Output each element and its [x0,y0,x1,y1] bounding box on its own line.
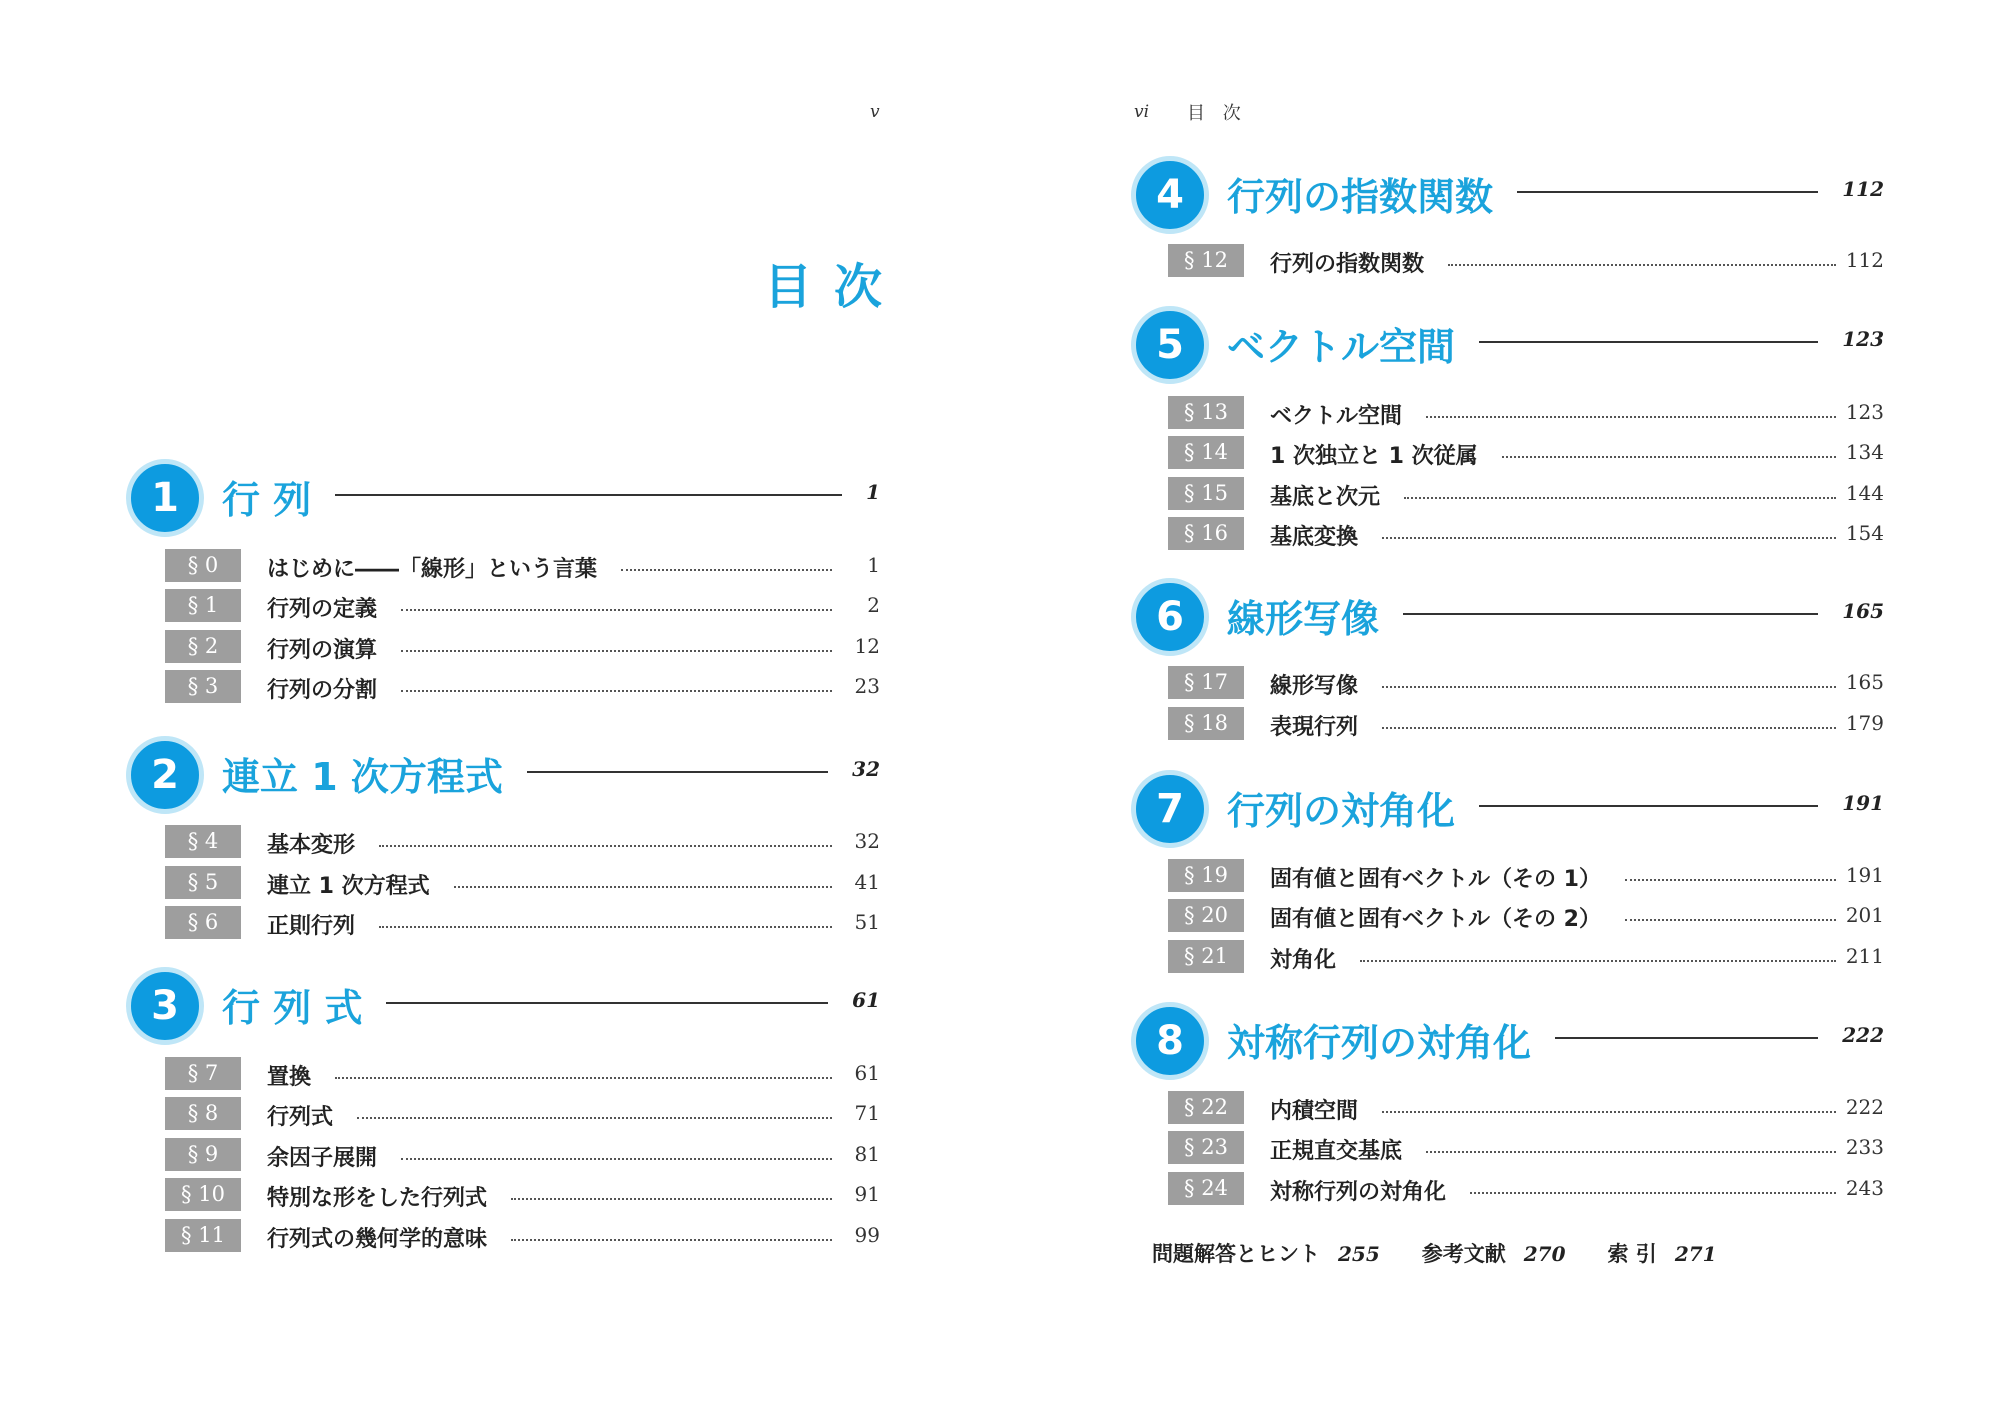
dot-leader [1426,416,1836,418]
chapter-page-number: 123 [1842,327,1884,351]
section-entry[interactable] [165,1138,880,1172]
chapter-title: 対称行列の対角化 [1227,1021,1532,1065]
section-number-badge: § 1 [165,589,241,622]
section-entry[interactable] [1168,436,1884,470]
chapter-heading[interactable] [1131,574,1884,652]
section-entry[interactable] [1168,1091,1884,1125]
back-matter [1152,1238,1759,1268]
dot-leader [401,690,832,692]
section-page-number: 233 [1845,1135,1884,1159]
section-number-badge: § 16 [1168,517,1244,550]
section-title: 正規直交基底 [1270,1139,1403,1164]
chapter-number-badge: 2 [126,736,204,814]
section-number-badge: § 15 [1168,477,1244,510]
section-entry[interactable] [1168,707,1884,741]
chapter-page-number: 191 [1842,791,1884,815]
section-entry[interactable] [165,670,880,704]
section-title: ベクトル空間 [1270,404,1403,429]
chapter-heading[interactable] [1131,998,1884,1076]
section-number-badge: § 9 [165,1138,241,1171]
section-number-badge: § 11 [165,1219,241,1252]
back-matter-title[interactable]: 問題解答とヒント [1152,1242,1320,1266]
section-entry[interactable] [1168,1172,1884,1206]
dot-leader [621,569,832,571]
section-title: 行列式の幾何学的意味 [267,1227,488,1252]
section-title: 行列の分割 [267,678,378,703]
section-page-number: 1 [867,553,880,577]
chapter-number-badge: 3 [126,967,204,1045]
section-title: 基底と次元 [1270,485,1381,510]
chapter-heading[interactable] [1131,302,1884,380]
back-matter-page-number: 255 [1338,1242,1380,1266]
section-number-badge: § 19 [1168,859,1244,892]
section-title: 内積空間 [1270,1099,1359,1124]
section-page-number: 222 [1845,1095,1884,1119]
dot-leader [1502,456,1836,458]
page-number: v [870,102,880,122]
chapter-number-badge: 8 [1131,1002,1209,1080]
chapter-page-number: 61 [852,988,880,1012]
section-entry[interactable] [165,1097,880,1131]
section-entry[interactable] [165,1057,880,1091]
toc-title: 目次 [763,259,904,315]
section-number-badge: § 13 [1168,396,1244,429]
section-page-number: 134 [1845,440,1884,464]
section-page-number: 99 [854,1223,880,1247]
section-page-number: 91 [854,1182,880,1206]
back-matter-page-number: 271 [1674,1242,1717,1266]
section-number-badge: § 24 [1168,1172,1244,1205]
chapter-title: 連立 1 次方程式 [222,755,503,799]
section-number-badge: § 17 [1168,666,1244,699]
chapter-heading[interactable] [126,455,880,533]
section-number-badge: § 7 [165,1057,241,1090]
dot-leader [1448,264,1836,266]
dot-leader [1404,497,1836,499]
chapter-heading[interactable] [126,732,880,810]
section-page-number: 165 [1845,670,1884,694]
chapter-heading[interactable] [1131,152,1884,230]
section-entry[interactable] [165,589,880,623]
section-number-badge: § 22 [1168,1091,1244,1124]
chapter-number-badge: 6 [1131,578,1209,656]
section-number-badge: § 23 [1168,1131,1244,1164]
dot-leader [1625,919,1836,921]
section-page-number: 243 [1845,1176,1884,1200]
chapter-title: ベクトル空間 [1227,325,1456,369]
back-matter-title[interactable]: 索 引 [1607,1242,1657,1266]
section-number-badge: § 10 [165,1178,241,1211]
section-title: 行列の指数関数 [1270,252,1425,277]
dot-leader [1382,686,1836,688]
dot-leader [511,1198,832,1200]
section-entry[interactable] [1168,1131,1884,1165]
chapter-page-number: 222 [1842,1023,1884,1047]
section-number-badge: § 21 [1168,940,1244,973]
chapter-number-badge: 7 [1131,770,1209,848]
section-entry[interactable] [165,1178,880,1212]
chapter-rule [1479,341,1818,343]
section-page-number: 81 [854,1142,880,1166]
dot-leader [401,609,832,611]
section-title: 対称行列の対角化 [1270,1180,1447,1205]
page-number: vi [1134,102,1150,122]
section-title: 線形写像 [1270,674,1359,699]
dot-leader [335,1077,832,1079]
section-number-badge: § 14 [1168,436,1244,469]
section-page-number: 61 [854,1061,880,1085]
chapter-title: 行 列 [222,478,312,522]
section-entry[interactable] [1168,477,1884,511]
section-page-number: 12 [854,634,880,658]
section-page-number: 201 [1845,903,1884,927]
section-title: 行列式 [267,1105,334,1130]
section-page-number: 41 [854,870,880,894]
dot-leader [1382,727,1836,729]
running-header: 目 次 [1187,103,1247,124]
right-page [1000,0,2000,1419]
chapter-rule [335,494,842,496]
section-page-number: 112 [1845,248,1884,272]
chapter-heading[interactable] [126,963,880,1041]
section-title: 特別な形をした行列式 [267,1186,488,1211]
section-page-number: 123 [1845,400,1884,424]
chapter-heading[interactable] [1131,766,1884,844]
section-entry[interactable] [165,549,880,583]
section-title: 置換 [267,1065,312,1090]
chapter-rule [527,771,828,773]
chapter-number-badge: 1 [126,459,204,537]
section-title: 固有値と固有ベクトル（その 2） [1270,907,1601,932]
section-title: 行列の定義 [267,597,378,622]
chapter-rule [1479,805,1818,807]
section-number-badge: § 8 [165,1097,241,1130]
dot-leader [454,886,832,888]
section-title: 基底変換 [1270,525,1359,550]
chapter-title: 行列の対角化 [1227,789,1456,833]
section-entry[interactable] [1168,859,1884,893]
dot-leader [379,926,832,928]
chapter-number-badge: 5 [1131,306,1209,384]
chapter-page-number: 165 [1842,599,1884,623]
dot-leader [401,650,832,652]
section-page-number: 154 [1845,521,1884,545]
section-entry[interactable] [165,866,880,900]
section-number-badge: § 5 [165,866,241,899]
section-page-number: 191 [1845,863,1884,887]
section-entry[interactable] [1168,899,1884,933]
section-title: 表現行列 [1270,715,1359,740]
section-page-number: 71 [854,1101,880,1125]
section-title: 1 次独立と 1 次従属 [1270,444,1478,469]
section-title: 基本変形 [267,833,356,858]
section-number-badge: § 6 [165,906,241,939]
dot-leader [1625,879,1836,881]
section-page-number: 51 [854,910,880,934]
dot-leader [1470,1192,1836,1194]
dot-leader [1426,1151,1836,1153]
dot-leader [401,1158,832,1160]
section-entry[interactable] [165,825,880,859]
section-title: はじめに――「線形」という言葉 [267,557,598,582]
section-number-badge: § 12 [1168,244,1244,277]
chapter-rule [1517,191,1818,193]
chapter-rule [1403,613,1818,615]
section-entry[interactable] [1168,396,1884,430]
section-number-badge: § 0 [165,549,241,582]
section-entry[interactable] [1168,244,1884,278]
section-entry[interactable] [1168,666,1884,700]
section-page-number: 23 [854,674,880,698]
chapter-number-badge: 4 [1131,156,1209,234]
section-title: 固有値と固有ベクトル（その 1） [1270,867,1601,892]
section-title: 正則行列 [267,914,356,939]
chapter-rule [1555,1037,1818,1039]
dot-leader [1382,537,1836,539]
dot-leader [379,845,832,847]
dot-leader [357,1117,832,1119]
chapter-page-number: 32 [852,757,880,781]
section-number-badge: § 4 [165,825,241,858]
section-number-badge: § 18 [1168,707,1244,740]
dot-leader [511,1239,832,1241]
back-matter-page-number: 270 [1523,1242,1566,1266]
chapter-page-number: 112 [1842,177,1884,201]
chapter-rule [386,1002,828,1004]
section-title: 余因子展開 [267,1146,378,1171]
section-number-badge: § 3 [165,670,241,703]
section-title: 対角化 [1270,948,1337,973]
chapter-title: 線形写像 [1227,597,1380,641]
chapter-page-number: 1 [866,480,880,504]
section-number-badge: § 20 [1168,899,1244,932]
dot-leader [1360,960,1836,962]
back-matter-title[interactable]: 参考文献 [1421,1242,1506,1266]
section-page-number: 179 [1845,711,1884,735]
section-entry[interactable] [165,906,880,940]
section-number-badge: § 2 [165,630,241,663]
section-entry[interactable] [1168,517,1884,551]
chapter-title: 行 列 式 [222,986,363,1030]
section-page-number: 32 [854,829,880,853]
section-title: 連立 1 次方程式 [267,874,430,899]
section-entry[interactable] [165,1219,880,1253]
section-entry[interactable] [165,630,880,664]
section-title: 行列の演算 [267,638,378,663]
chapter-title: 行列の指数関数 [1227,175,1494,219]
section-page-number: 144 [1845,481,1884,505]
dot-leader [1382,1111,1836,1113]
section-page-number: 2 [867,593,880,617]
section-entry[interactable] [1168,940,1884,974]
section-page-number: 211 [1845,944,1884,968]
